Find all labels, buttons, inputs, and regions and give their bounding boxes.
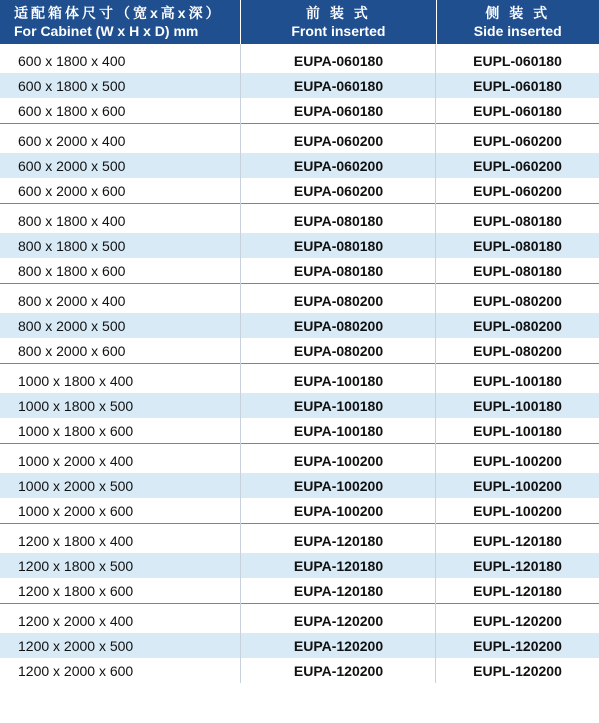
front-model-cell: EUPA-100200 [293, 452, 384, 469]
table-row [0, 208, 599, 233]
table-row [0, 633, 599, 658]
header-cabinet-size-zh: 适配箱体尺寸（宽x高x深） [14, 5, 223, 21]
table-row [0, 608, 599, 633]
row-group [0, 124, 599, 204]
header-front-inserted [240, 0, 435, 44]
table-row [0, 258, 599, 283]
header-side-inserted-zh: 侧 装 式 [485, 5, 551, 21]
side-model-cell: EUPL-100180 [473, 397, 562, 414]
side-model-cell: EUPL-080200 [473, 317, 562, 334]
header-side-inserted [436, 0, 599, 44]
side-model-cell: EUPL-100200 [473, 452, 562, 469]
side-model-cell: EUPL-080180 [473, 262, 562, 279]
cabinet-size-cell: 800 x 2000 x 400 [18, 292, 126, 309]
row-group [0, 604, 599, 683]
side-model-cell: EUPL-100200 [473, 502, 562, 519]
table-row [0, 368, 599, 393]
front-model-cell: EUPA-100180 [293, 372, 384, 389]
cabinet-size-cell: 1000 x 1800 x 400 [18, 372, 134, 389]
table-row [0, 393, 599, 418]
side-model-cell: EUPL-100180 [473, 422, 562, 439]
front-model-cell: EUPA-080200 [293, 342, 384, 359]
header-side-inserted-en: Side inserted [473, 23, 562, 39]
cabinet-size-cell: 800 x 1800 x 600 [18, 262, 126, 279]
cabinet-size-cell: 600 x 2000 x 600 [18, 182, 126, 199]
row-group [0, 444, 599, 524]
front-model-cell: EUPA-060180 [293, 102, 384, 119]
cabinet-size-cell: 1200 x 1800 x 500 [18, 557, 134, 574]
table-row [0, 448, 599, 473]
front-model-cell: EUPA-060180 [293, 77, 384, 94]
table-row [0, 473, 599, 498]
side-model-cell: EUPL-060200 [473, 132, 562, 149]
row-group [0, 284, 599, 364]
cabinet-size-cell: 1000 x 2000 x 400 [18, 452, 134, 469]
cabinet-size-cell: 1000 x 1800 x 500 [18, 397, 134, 414]
row-group [0, 204, 599, 284]
side-model-cell: EUPL-080200 [473, 292, 562, 309]
row-group [0, 524, 599, 604]
side-model-cell: EUPL-060180 [473, 52, 562, 69]
table-row [0, 98, 599, 123]
cabinet-size-cell: 1000 x 1800 x 600 [18, 422, 134, 439]
table-row [0, 578, 599, 603]
side-model-cell: EUPL-100180 [473, 372, 562, 389]
row-group [0, 364, 599, 444]
table-row [0, 418, 599, 443]
table-row [0, 528, 599, 553]
front-model-cell: EUPA-120200 [293, 662, 384, 679]
front-model-cell: EUPA-100180 [293, 422, 384, 439]
front-model-cell: EUPA-080200 [293, 292, 384, 309]
side-model-cell: EUPL-120200 [473, 612, 562, 629]
table-row [0, 233, 599, 258]
side-model-cell: EUPL-060200 [473, 182, 562, 199]
cabinet-size-cell: 1200 x 1800 x 600 [18, 582, 134, 599]
side-model-cell: EUPL-120200 [473, 637, 562, 654]
cabinet-size-cell: 600 x 2000 x 500 [18, 157, 126, 174]
side-model-cell: EUPL-120200 [473, 662, 562, 679]
cabinet-size-cell: 800 x 1800 x 400 [18, 212, 126, 229]
cabinet-size-cell: 600 x 1800 x 400 [18, 52, 126, 69]
cabinet-size-cell: 800 x 2000 x 500 [18, 317, 126, 334]
front-model-cell: EUPA-060200 [293, 182, 384, 199]
side-model-cell: EUPL-100200 [473, 477, 562, 494]
side-model-cell: EUPL-080180 [473, 212, 562, 229]
table-row [0, 48, 599, 73]
front-model-cell: EUPA-100180 [293, 397, 384, 414]
table-row [0, 498, 599, 523]
table-row [0, 338, 599, 363]
side-model-cell: EUPL-080180 [473, 237, 562, 254]
front-model-cell: EUPA-080180 [293, 237, 384, 254]
table-body [0, 44, 599, 683]
side-model-cell: EUPL-120180 [473, 532, 562, 549]
front-model-cell: EUPA-080180 [293, 212, 384, 229]
front-model-cell: EUPA-120200 [293, 637, 384, 654]
table-row [0, 313, 599, 338]
cabinet-size-cell: 1200 x 2000 x 400 [18, 612, 134, 629]
header-front-inserted-zh: 前 装 式 [305, 5, 371, 21]
table-row [0, 153, 599, 178]
front-model-cell: EUPA-120180 [293, 532, 384, 549]
table-row [0, 178, 599, 203]
table-row [0, 128, 599, 153]
cabinet-size-cell: 1200 x 2000 x 600 [18, 662, 134, 679]
cabinet-size-cell: 600 x 2000 x 400 [18, 132, 126, 149]
side-model-cell: EUPL-060180 [473, 102, 562, 119]
side-model-cell: EUPL-120180 [473, 582, 562, 599]
cabinet-size-cell: 600 x 1800 x 500 [18, 77, 126, 94]
front-model-cell: EUPA-080200 [293, 317, 384, 334]
cabinet-size-cell: 800 x 2000 x 600 [18, 342, 126, 359]
front-model-cell: EUPA-060200 [293, 132, 384, 149]
table-row [0, 288, 599, 313]
side-model-cell: EUPL-060200 [473, 157, 562, 174]
front-model-cell: EUPA-120200 [293, 612, 384, 629]
front-model-cell: EUPA-080180 [293, 262, 384, 279]
table-row [0, 553, 599, 578]
header-cabinet-size [0, 0, 240, 44]
cabinet-size-cell: 800 x 1800 x 500 [18, 237, 126, 254]
column-divider [435, 44, 436, 683]
table-header [0, 0, 599, 44]
front-model-cell: EUPA-100200 [293, 477, 384, 494]
cabinet-size-cell: 1200 x 1800 x 400 [18, 532, 134, 549]
side-model-cell: EUPL-120180 [473, 557, 562, 574]
front-model-cell: EUPA-100200 [293, 502, 384, 519]
side-model-cell: EUPL-060180 [473, 77, 562, 94]
table-row [0, 658, 599, 683]
front-model-cell: EUPA-120180 [293, 557, 384, 574]
cabinet-size-cell: 1000 x 2000 x 600 [18, 502, 134, 519]
table-row [0, 73, 599, 98]
front-model-cell: EUPA-120180 [293, 582, 384, 599]
front-model-cell: EUPA-060200 [293, 157, 384, 174]
header-cabinet-size-en: For Cabinet (W x H x D) mm [14, 23, 199, 39]
column-divider [240, 44, 241, 683]
cabinet-size-cell: 1200 x 2000 x 500 [18, 637, 134, 654]
cabinet-size-cell: 1000 x 2000 x 500 [18, 477, 134, 494]
row-group [0, 44, 599, 124]
cabinet-size-cell: 600 x 1800 x 600 [18, 102, 126, 119]
header-front-inserted-en: Front inserted [291, 23, 386, 39]
side-model-cell: EUPL-080200 [473, 342, 562, 359]
front-model-cell: EUPA-060180 [293, 52, 384, 69]
